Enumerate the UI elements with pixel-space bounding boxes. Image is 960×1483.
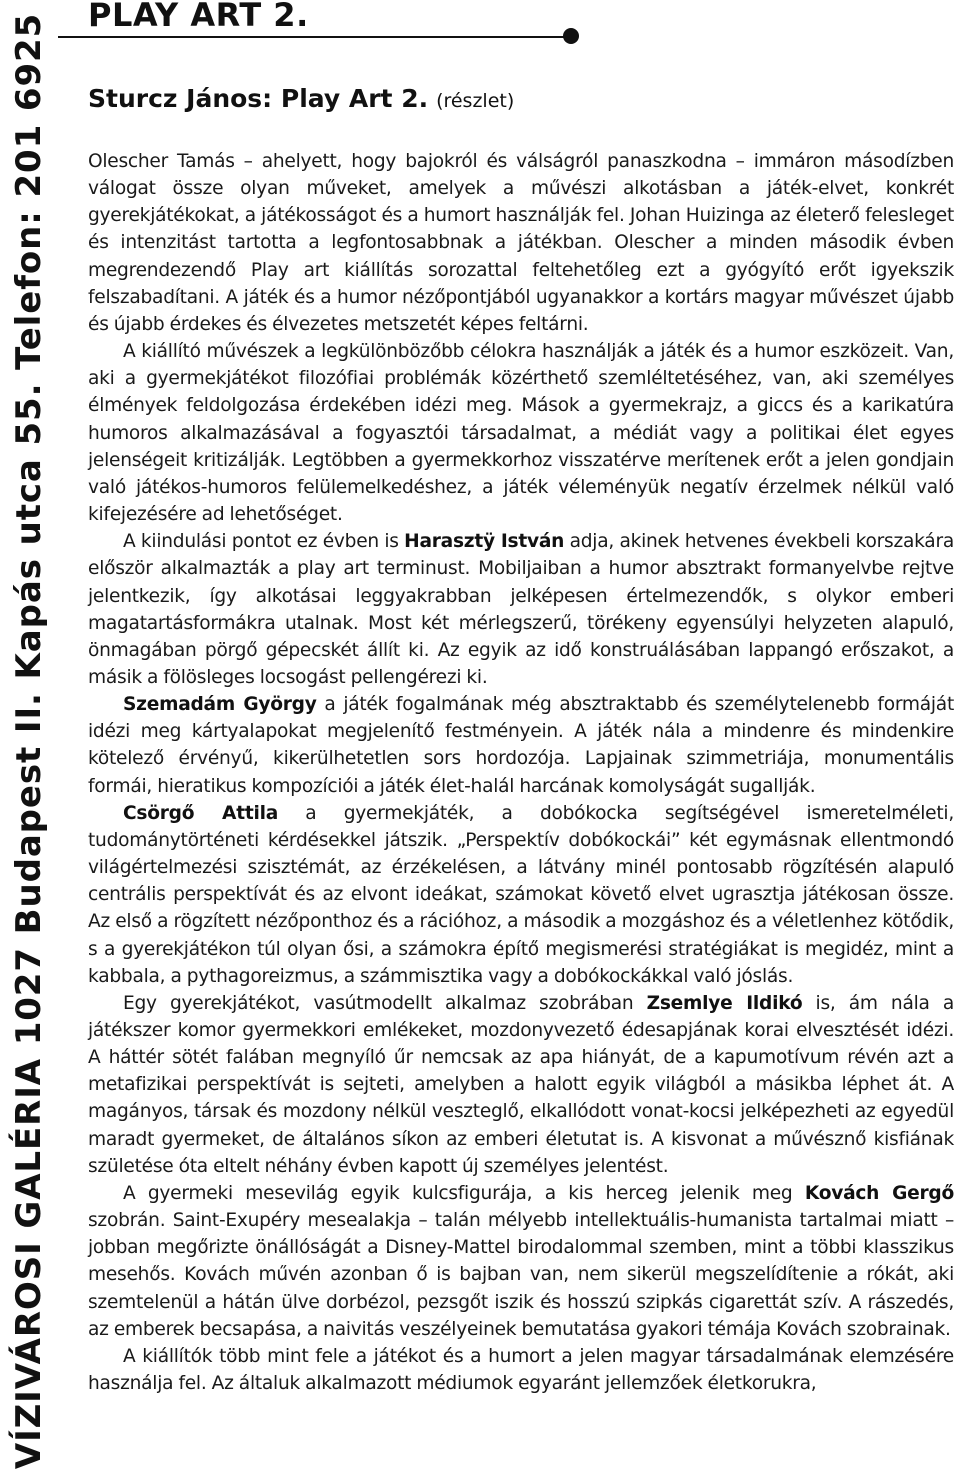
article-heading xyxy=(88,83,954,117)
gallery-address-text: VÍZIVÁROSI GALÉRIA 1027 Budapest II. Kapás utca 55. Telefon: 201 6925 xyxy=(9,12,49,1470)
paragraph xyxy=(88,148,954,338)
paragraph-text: a gyermekjáték, a dobókocka segítségével ismeretelméleti, tudománytörténeti kérdésekkel játszik. „Perspektív dobókockái” két egymásnak ellentmondó világértelmezési szisztémát, az érzékelésen, a látvány minél pontosabb rögzítésén alapuló centrális perspektívát és az elvont ideákat, számokat követő elvet ugrasztja játékosan össze. Az első a rögzített nézőponthoz és a rációhoz, a második a mozgáshoz és a véletlenhez kötődik, s a gyerekjátékon túl olyan ősi, a számokra építő megismerési stratégiákat is megidéz, mint a kabbala, a pythagoreizmus, a számmisztika vagy a dobókockákkal való jóslás. xyxy=(88,802,954,987)
header-rule xyxy=(58,36,570,38)
paragraph xyxy=(88,800,954,990)
artist-name: Kovách Gergő xyxy=(804,1182,954,1204)
paragraph-text: Olescher Tamás – ahelyett, hogy bajokról és válságról panaszkodna – immáron másodízben válogat össze olyan műveket, amelyek a művészi alkotásban a játék-elvet, konkrét gyerekjátékokat, a játékosságot és a humort használják fel. Johan Huizinga az életerő felesleget és intenzitást tartotta a legfontosabbnak a játékban. Olescher a minden második évben megrendezendő Play art kiállítás sorozattal feltehetőleg ezt a gyógyító erőt igyekszik felszabadítani. A játék és a humor nézőpontjából ugyanakkor a kortárs magyar művészet újabb és újabb érdekes és élvezetes metszetét képes feltárni. xyxy=(88,151,954,335)
page-title: PLAY ART 2. xyxy=(88,0,309,34)
gallery-address-sidebar xyxy=(0,0,58,1483)
artist-name: Zsemlye Ildikó xyxy=(646,992,803,1014)
paragraph-text: adja, akinek hetvenes évekbeli korszakára először alkalmazták a play art terminust. Mobiljaiban a humor absztrakt formanyelvbe rejtve jelentkezik, így alkotásai leggyakrabban jelképesen értelmezendők, s olykor emberi magatartásformákra utalnak. Most két mérlegszerű, törékeny egyensúlyi helyzeten alapuló, önmagában pörgő gépecskét állít ki. Az egyik az idő konstruálásában lappangó erőszakot, a másik a fölösleges locsogást pellengérezi ki. xyxy=(88,531,954,688)
paragraph-text: is, ám nála a játékszer komor gyermekkori emlékeket, mozdonyvezető édesapjának korai elvesztését idézi. A háttér sötét falában megnyíló űr nemcsak az apa hiányát, de a kapumotívum révén azt a metafizikai perspektívát is sejteti, amelyben a halott egyik világból a másikba léphet át. A magányos, társak és mozdony nélkül veszteglő, elkallódott vonat-kocsi jelképezheti az egyedül maradt gyermeket, de általános síkon az emberi életutat is. A kisvonat a művésznő kisfiának születése óta eltelt néhány évben kapott új személyes jelentést. xyxy=(88,992,954,1177)
paragraph xyxy=(88,528,954,691)
artist-name: Szemadám György xyxy=(123,694,317,716)
paragraph-lead: A kiindulási pontot ez évben is xyxy=(123,531,405,553)
artist-name: Csörgő Attila xyxy=(123,802,279,824)
article-title-suffix: (részlet) xyxy=(436,90,515,112)
paragraph xyxy=(88,1343,954,1397)
page-header xyxy=(58,0,960,80)
paragraph xyxy=(88,691,954,800)
paragraph xyxy=(88,338,954,528)
header-rule-dot-icon xyxy=(563,28,579,44)
paragraph-text: A kiállítók több mint fele a játékot és a humort a jelen magyar társadalmának elemzésére használja fel. Az általuk alkalmazott médiumok egyaránt jellemzőek életkorukra, xyxy=(88,1345,954,1395)
paragraph-lead: Egy gyerekjátékot, vasútmodellt alkalmaz szobrában xyxy=(123,992,647,1014)
paragraph-text: A kiállító művészek a legkülönbözőbb célokra használják a játék és a humor eszközeit. Van, aki a gyermekjátékot filozófiai problémák közérthető szemléltetéséhez, van, aki személyes élmények feldolgozása érdekében idézi meg. Mások a gyermekrajz, a giccs és a karikatúra humoros alkalmazásával a fogyasztói társadalmat, a médiát vagy a politikai élet egyes jelenségeit kritizálják. Legtöbben a gyermekkorhoz visszatérve merítenek erőt a jelen gondjain való játékos-humoros felülemelkedéshez, a játék véleményük negatív érzelmek nélkül való kifejezésére ad lehetőséget. xyxy=(88,341,954,526)
paragraph xyxy=(88,990,954,1180)
paragraph-text: szobrán. Saint-Exupéry mesealakja – talán mélyebb intellektuális-humanista tartalmai miatt – jobban megőrizte önállóságát a Disney-Mattel birodalommal szemben, mint a többi klasszikus mesehős. Kovách művén azonban ő is bajban van, nem sikerül megszelídítenie a rókát, aki szemtelenül a hátán ülve dorbézol, pezsgőt iszik és hosszú szipkás cigarettát szív. A rászedés, az emberek becsapása, a naivitás veszélyeinek bemutatása gyakori témája Kovách szobrainak. xyxy=(88,1210,954,1340)
article-title: Sturcz János: Play Art 2. xyxy=(88,84,429,113)
paragraph-text: a játék fogalmának még absztraktabb és személytelenebb formáját idézi meg kártyalapokat megjelenítő festményein. A játék nála a mindenre és mindenkire kötelező érvényű, kikerülhetetlen sors hordozója. Lapjainak szimmetriája, monumentális formái, hieratikus kompozíciói a játék élet-halál harcának komolyságát sugallják. xyxy=(88,694,954,797)
paragraph-lead: A gyermeki mesevilág egyik kulcsfigurája, a kis herceg jelenik meg xyxy=(123,1182,805,1204)
artist-name: Harasztÿ István xyxy=(404,531,565,553)
paragraph xyxy=(88,1180,954,1343)
article xyxy=(88,83,954,1397)
